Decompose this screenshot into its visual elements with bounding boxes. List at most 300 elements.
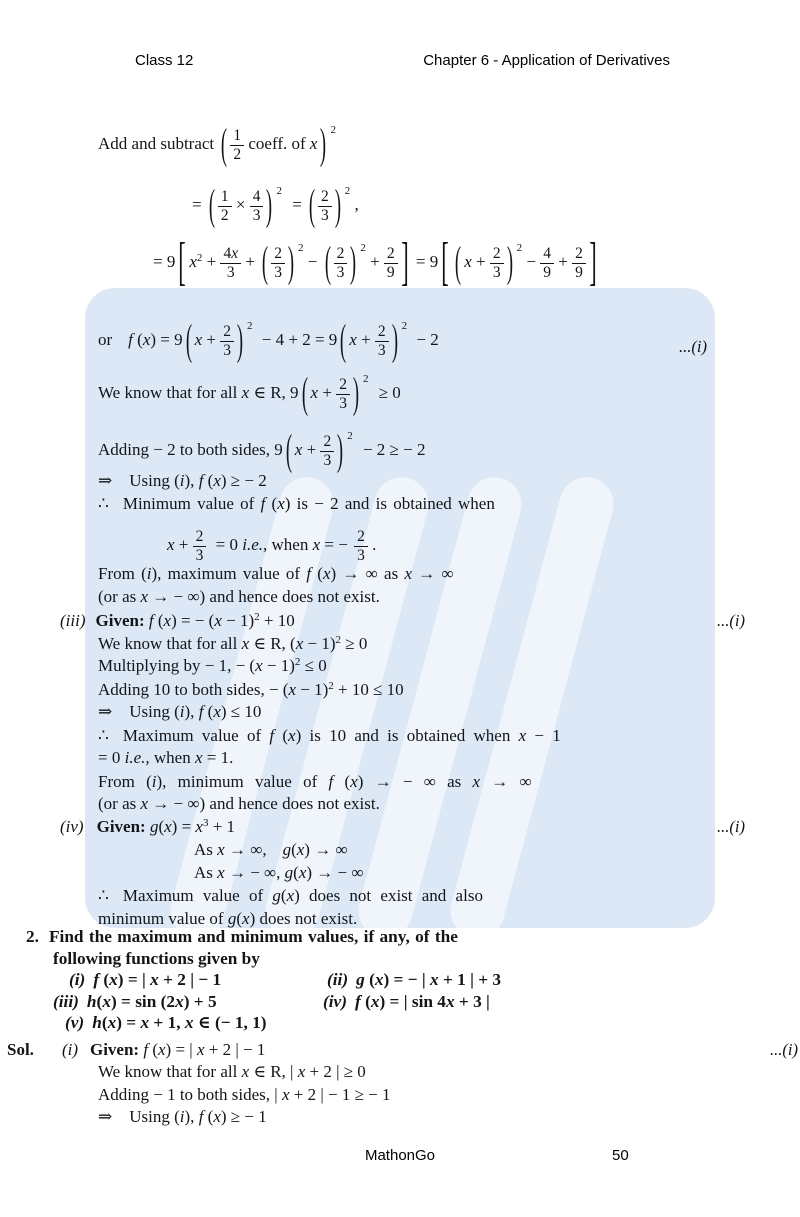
math-italic: x [217,862,225,882]
math-text: ) ≥ − 1 [220,1107,267,1126]
math-text: ∴ [98,725,109,745]
math-bold: Given: [89,1039,144,1059]
math-italic: g [227,908,237,928]
math-text: − 2 [412,330,439,349]
fraction-denominator: 3 [226,263,235,281]
math-italic: (iv) [323,991,347,1011]
math-text: ( [99,970,110,989]
math-text: Using ( [129,471,180,490]
math-italic: x [310,383,319,402]
line-multiplying [98,655,707,678]
line-as-x-to-inf [194,839,707,862]
math-text: ) = [171,816,196,836]
math-italic: (i) [69,970,86,989]
fraction [336,377,350,412]
fraction-numerator: 4x [220,246,241,264]
math-text: + 1 [208,816,236,836]
math-text: = 0 [98,748,125,767]
math-italic: x [140,586,149,606]
math-italic: f [354,991,361,1011]
math-italic: h [86,991,97,1011]
math-italic: x [242,908,250,928]
math-text: → ∞ [412,564,454,583]
math-italic: i [179,1107,185,1126]
math-italic: (i) [61,1039,78,1059]
fraction-denominator: 3 [195,546,204,564]
math-italic: f [198,1107,204,1126]
fraction [384,246,398,281]
math-text: ∈ R, 9 [249,383,299,402]
math-text: + [471,252,490,271]
line-we-know-square: We know that for all x ∈ R, 9( x + $\frac{2}{3}$ ) $^2$ ≥ 0 [98,369,401,418]
math-italic: x [297,1062,306,1081]
math-text: − 4 + 2 = 9 [257,330,338,349]
line-from-i-max [98,563,707,586]
math-italic: x [102,991,111,1011]
math-italic: x [109,970,118,989]
math-italic: x [213,702,221,721]
math-text: We know that for all [98,633,242,653]
math-text: , [350,195,359,214]
fraction-denominator: 2 [220,206,229,224]
q2-items-row-1 [69,969,707,991]
math-text: − 1) [221,611,255,630]
math-text: × [231,195,250,214]
fraction [354,529,368,564]
fraction-numerator: 2 [271,246,285,264]
q2-statement-1 [26,926,707,948]
fraction [220,324,234,359]
math-text: Adding − 1 to both sides, | [98,1084,282,1104]
fraction-denominator: 2 [233,145,242,163]
math-text: ∴ [98,493,109,513]
math-text: ), [184,702,199,721]
math-text: Adding − 2 to both sides, 9 [98,440,283,459]
math-italic: x [349,330,357,349]
fraction-denominator: 3 [492,263,501,281]
math-italic: x [288,679,296,699]
eq-x-plus-two-thirds [167,527,707,563]
math-text: As [194,862,218,882]
math-text: ∈ R, | [249,1062,298,1081]
math-italic: x [241,383,250,402]
math-italic: x [163,611,172,630]
math-italic: i [146,564,152,583]
math-italic: (iii) [53,991,79,1011]
math-text: ( [291,840,297,859]
line-using-i-geq [98,470,707,493]
math-text: . [367,535,377,554]
math-text: ( [311,564,323,583]
math-text: − 1) [262,656,295,675]
math-italic: x [255,656,263,675]
fraction-numerator: 2 [318,189,332,207]
math-text: ) → ∞ as [330,564,405,583]
page-footer [0,1147,800,1167]
fraction [572,246,586,281]
math-text: ( [158,816,165,836]
math-text: ( [265,493,278,513]
math-italic: x [288,725,296,745]
math-text: ( [101,1013,108,1032]
math-text: + [202,330,221,349]
fraction-denominator: 3 [377,341,386,359]
math-text: + 10 [259,611,295,630]
sol-given-i [7,1039,798,1062]
math-text: Maximum value of [122,725,270,745]
q2-items-row-2 [53,991,707,1013]
math-text: ) = [116,1013,141,1032]
math-text: ⇒ [98,702,113,721]
footer-brand: MathonGo [364,1147,436,1164]
math-text: = 1. [202,748,234,767]
sol-adding-minus-1 [98,1084,707,1107]
line-adding-10 [98,679,707,702]
math-text: or [98,330,113,349]
math-text: ( [360,991,371,1011]
math-text: Maximum value of [122,886,273,905]
fraction-denominator: 3 [321,206,329,224]
math-text: + [365,252,384,271]
math-text: = − [320,535,353,554]
math-italic: x [194,330,203,349]
math-italic: x [175,991,184,1011]
math-italic: x [241,633,250,653]
math-italic: g [282,840,292,859]
fraction-numerator: 2 [384,246,398,264]
math-text: Find the maximum and minimum values, if any, of the [48,927,458,946]
eq-fx-standard-form: or f (x) = 9( x + $\frac{2}{3}$ ) $^2$ − 4 + 2 = 9( x + $\frac{2}{3}$ ) $^2$ − 2 ...(i) [98,316,707,365]
math-italic: x [370,991,380,1011]
math-italic: x [214,611,222,630]
math-text: ) ≤ 10 [220,702,262,721]
superscript: 2 [328,679,334,692]
math-text: + [241,252,260,271]
math-text: ( [148,1039,158,1059]
math-text: ), maximum value of [151,564,307,583]
math-text: ∴ [98,886,109,905]
math-text: → − ∞) and hence does not exist. [148,586,380,606]
math-italic: x [140,1013,150,1032]
math-italic: f [198,471,204,490]
math-text: Multiplying by − 1, − ( [98,656,256,675]
fraction [375,324,389,359]
superscript: 2 [335,633,341,646]
math-italic: f [143,1039,149,1059]
math-italic: x [404,564,413,583]
math-text: + 10 ≤ 10 [333,679,404,699]
math-text: Using ( [129,702,180,721]
math-italic: x [167,535,175,554]
superscript: 2 [294,656,301,668]
superscript: 3 [202,816,209,829]
math-text: → ∞, [224,840,267,859]
math-italic: i [179,471,185,490]
superscript: 2 [330,124,336,136]
math-text: ) → − ∞ [306,862,364,882]
math-italic: x [189,252,197,271]
math-italic: (iv) [60,816,84,836]
math-text: = 9 [411,252,439,271]
superscript: 2 [247,320,253,332]
fraction-numerator: 2 [334,246,348,264]
math-text: ( [364,970,375,989]
math-text: ( [203,471,214,490]
line-max-value-fx [98,725,707,748]
math-text: minimum value of [98,908,228,928]
math-italic: x [430,970,439,989]
math-italic: i.e., [124,748,150,767]
fraction-denominator: 9 [543,263,551,281]
math-italic: x [309,134,318,153]
math-text: ) = sin (2 [110,991,176,1011]
fraction [220,246,241,281]
math-text: + [202,252,221,271]
math-italic: x [158,1039,166,1059]
line-x-equals-1 [98,747,707,770]
math-text: → − ∞, [224,862,285,882]
math-italic: x [213,471,221,490]
math-italic: x [472,771,481,791]
superscript: 2 [516,242,523,254]
line-using-i-leq [98,701,707,724]
math-italic: g [284,862,294,882]
math-bold: Sol. [7,1039,34,1059]
items-column-2 [327,969,501,991]
fraction [271,246,285,281]
math-text: ), [184,471,199,490]
math-italic: x [213,1107,221,1126]
fraction [320,434,334,469]
math-text: − 2 ≥ − 2 [358,440,426,459]
fraction [193,529,207,564]
math-italic: x [322,564,331,583]
math-text: → − ∞) and hence does not exist. [148,794,380,813]
math-italic: x [296,840,305,859]
math-italic: x [312,535,321,554]
math-italic: x [196,1039,205,1059]
math-text: − [522,252,541,271]
math-text: + [553,252,573,271]
math-italic: f [128,330,133,349]
line-from-i-min [98,771,707,794]
math-text: = 9 [153,252,176,271]
math-text: = 0 [211,535,243,554]
fraction-numerator: 1 [218,189,232,207]
math-text: (or as [98,586,141,606]
math-text: → ∞ [480,771,532,791]
math-text: ) + 5 [183,991,217,1011]
eq-add-subtract: Add and subtract ( $\frac{1}{2}$ coeff. of x) $^2$ [98,120,336,169]
math-text: ) = 9 [150,330,183,349]
math-text: From ( [98,564,147,583]
math-text: ( [280,886,287,905]
fraction-denominator: 3 [357,546,365,564]
fraction [334,246,348,281]
math-text: ⇒ [98,1107,113,1126]
math-text: ), [184,1107,199,1126]
q2-items-row-3 [65,1012,707,1034]
line-min-value-fx [98,493,707,516]
math-text: 2. [26,927,39,946]
math-italic: x [298,862,307,882]
equation-number-label: ...(i) [717,816,745,836]
math-italic: f [306,564,312,583]
fraction-denominator: 3 [252,206,261,224]
math-text: ≤ 0 [300,656,327,675]
superscript: 2 [254,611,260,623]
fraction-numerator: 4 [540,246,554,264]
math-italic: x [464,252,472,271]
superscript: 2 [276,185,282,197]
math-italic: x [142,330,151,349]
fraction [490,246,504,281]
math-text: coeff. of [244,134,310,153]
math-italic: f [269,725,275,745]
math-italic: x [194,748,203,767]
line-or-as-neg-inf-2 [98,793,707,816]
superscript: 2 [401,320,408,332]
math-italic: x [281,1084,290,1104]
fraction-numerator: 2 [375,324,389,342]
math-text: From ( [98,771,152,791]
fraction-denominator: 3 [339,394,347,412]
fraction [230,128,244,163]
math-italic: x [184,1013,194,1032]
math-text: ∈ (− 1, 1) [193,1013,267,1032]
math-italic: f [93,970,100,989]
math-italic: x [217,840,225,859]
math-text: ) ≥ − 2 [220,471,267,490]
eq-half-times: = ( $\frac{1}{2}$ × $\frac{4}{3}$ ) $^2$ = ( $\frac{2}{3}$ ) $^2$ , [192,181,359,230]
line-max-g-not-exist [98,885,707,908]
line-as-x-to-neg-inf [194,862,707,885]
equation-number-label: ...(i) [770,1039,798,1059]
math-text: = [287,195,307,214]
math-text: ( [333,771,351,791]
math-text: = [192,195,206,214]
sol-using-i-geq-1 [98,1106,707,1129]
fraction-numerator: 2 [354,529,368,547]
math-text: + 2 | − 1 [158,970,222,989]
math-italic: x [294,440,303,459]
math-italic: (v) [65,1013,85,1032]
math-text: + 1, [149,1013,185,1032]
header-class-label: Class 12 [135,52,194,69]
math-text: ) = | [165,1039,197,1059]
math-text: + [302,440,321,459]
line-or-as-neg-inf-1 [98,586,707,609]
fraction-numerator: 1 [230,128,244,146]
footer-page-number: 50 [612,1147,629,1164]
q2-statement-2 [53,948,707,970]
math-italic: i.e., [242,535,268,554]
line-adding-minus-2: Adding − 2 to both sides, 9( x + $\frac{2}{3}$ ) $^2$ − 2 ≥ − 2 [98,426,426,475]
fraction [250,189,264,224]
math-text: ) = − ( [171,611,215,630]
math-text: − 1) [296,679,329,699]
math-italic: g [149,816,159,836]
fraction [318,189,332,224]
math-text: Using ( [129,1107,180,1126]
fraction-denominator: 9 [575,263,583,281]
math-text: (or as [98,794,141,813]
math-text: − 1) [303,633,336,653]
math-text: ( [132,330,143,349]
superscript: 2 [344,185,351,197]
items-column-2 [323,991,490,1013]
fraction [540,246,554,281]
math-text: As [194,840,218,859]
math-text: ≥ 0 [341,633,368,653]
superscript: 2 [297,242,304,254]
math-text: ) is 10 and is obtained when [295,725,519,745]
equation-number-label: ...(i) [679,337,707,356]
math-italic: h [92,1013,102,1032]
fraction-denominator: 3 [274,263,282,281]
fraction-denominator: 3 [223,341,232,359]
math-italic: x [350,771,358,791]
fraction-numerator: 2 [320,434,334,452]
fraction-denominator: 3 [323,451,332,469]
math-text: − 1 [526,725,561,745]
fraction-numerator: 4 [250,189,264,207]
sol-we-know-abs [98,1061,707,1084]
math-text: ≥ 0 [374,383,401,402]
math-italic: x [374,970,384,989]
math-italic: x [277,493,285,513]
math-text: We know that for all [98,383,242,402]
math-italic: x [140,794,149,813]
fraction-numerator: 2 [490,246,504,264]
math-italic: x [150,970,159,989]
line-given-iv [60,816,745,839]
math-italic: f [328,771,334,791]
math-text: when [267,535,313,554]
math-italic: f [260,493,266,513]
math-text: + 2 | ≥ 0 [305,1062,366,1081]
eq-nine-brackets: = 9 [ $x^2$ + $\frac{4x}{3}$ + ( $\frac{2}{3}$ ) $^2$ − ( $\frac{2}{3}$ ) $^2$ + $\frac{2}{9}$ ] = 9 [ ( x + $\frac{2}{3}$ ) $^2$ − $\frac{4}{9}$ + $\frac{2}{9}$ ] [153,232,597,292]
math-text: We know that for all [98,1062,242,1081]
math-text: ) does not exist. [249,908,358,928]
fraction-numerator: 2 [220,324,234,342]
superscript: 2 [347,430,353,442]
math-italic: x [107,1013,117,1032]
math-text: ) → − ∞ as [357,771,473,791]
math-text: ( [236,908,243,928]
header-chapter-label: Chapter 6 - Application of Derivatives [423,52,670,69]
fraction [218,189,232,224]
math-text: when [149,748,195,767]
math-text: ) is − 2 and is obtained when [284,493,495,513]
math-text: ∈ R, ( [249,633,296,653]
math-italic: x [241,1062,250,1081]
math-text: ), minimum value of [156,771,329,791]
math-text: + 1 | + 3 [438,970,502,989]
fraction-numerator: 2 [336,377,350,395]
math-text: Add and subtract [98,134,219,153]
equation-number-label: ...(i) [717,611,745,630]
math-italic: x [164,816,172,836]
math-italic: x [195,816,203,836]
math-italic: i [151,771,157,791]
fraction-numerator: 2 [193,529,207,547]
math-italic: x [518,725,527,745]
fraction-numerator: 2 [572,246,586,264]
superscript: 2 [360,242,366,254]
math-italic: x [445,991,455,1011]
solution-body [0,70,800,1129]
